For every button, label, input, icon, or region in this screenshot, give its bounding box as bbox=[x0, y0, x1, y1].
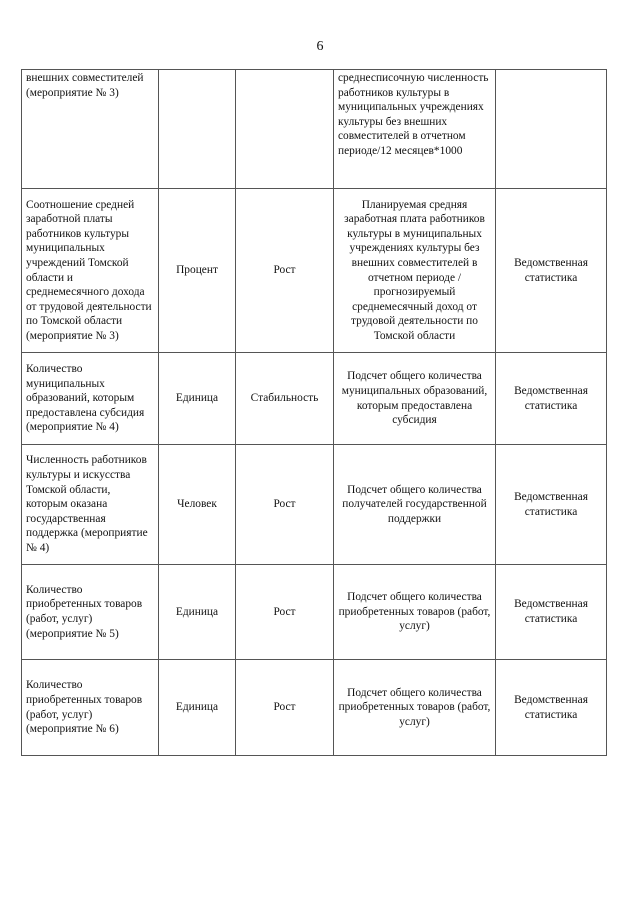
table-row bbox=[22, 660, 607, 756]
table-row bbox=[22, 353, 607, 445]
method-cell: Подсчет общего количества приобретенных товаров (работ, услуг) bbox=[334, 565, 496, 660]
unit-cell bbox=[159, 70, 236, 189]
dynamics-cell: Рост bbox=[236, 660, 334, 756]
table-row bbox=[22, 189, 607, 353]
method-cell: среднесписочную численность работников культуры в муниципальных учреждениях культуры без внешних совместителей в отчетном периоде/12 месяцев*1000 bbox=[334, 70, 496, 189]
source-cell: Ведомственная статистика bbox=[496, 445, 607, 565]
source-cell: Ведомственная статистика bbox=[496, 353, 607, 445]
indicators-table bbox=[21, 69, 607, 756]
unit-cell: Человек bbox=[159, 445, 236, 565]
unit-cell: Единица bbox=[159, 565, 236, 660]
unit-cell: Единица bbox=[159, 660, 236, 756]
indicator-name-cell: Количество муниципальных образований, которым предоставлена субсидия (мероприятие № 4) bbox=[22, 353, 159, 445]
dynamics-cell: Рост bbox=[236, 189, 334, 353]
source-cell: Ведомственная статистика bbox=[496, 565, 607, 660]
page-number: 6 bbox=[316, 39, 324, 54]
dynamics-cell bbox=[236, 70, 334, 189]
method-cell: Подсчет общего количества приобретенных товаров (работ, услуг) bbox=[334, 660, 496, 756]
table-row bbox=[22, 565, 607, 660]
method-cell: Подсчет общего количества получателей государственной поддержки bbox=[334, 445, 496, 565]
table-row bbox=[22, 70, 607, 189]
method-cell: Планируемая средняя заработная плата работников культуры в муниципальных учреждениях культуры без внешних совместителей в отчетном периоде / прогнозируемый среднемесячный доход от трудовой деятельности по Томской области bbox=[334, 189, 496, 353]
unit-cell: Единица bbox=[159, 353, 236, 445]
indicator-name-cell: Количество приобретенных товаров (работ, услуг) (мероприятие № 5) bbox=[22, 565, 159, 660]
dynamics-cell: Рост bbox=[236, 445, 334, 565]
table-row bbox=[22, 445, 607, 565]
dynamics-cell: Рост bbox=[236, 565, 334, 660]
indicator-name-cell: Соотношение средней заработной платы работников культуры муниципальных учреждений Томской области и среднемесячного дохода от трудовой деятельности по Томской области (мероприятие № 3) bbox=[22, 189, 159, 353]
dynamics-cell: Стабильность bbox=[236, 353, 334, 445]
source-cell: Ведомственная статистика bbox=[496, 660, 607, 756]
source-cell: Ведомственная статистика bbox=[496, 189, 607, 353]
source-cell bbox=[496, 70, 607, 189]
unit-cell: Процент bbox=[159, 189, 236, 353]
indicator-name-cell: внешних совместителей (мероприятие № 3) bbox=[22, 70, 159, 189]
indicator-name-cell: Численность работников культуры и искусства Томской области, которым оказана государственная поддержка (мероприятие № 4) bbox=[22, 445, 159, 565]
method-cell: Подсчет общего количества муниципальных образований, которым предоставлена субсидия bbox=[334, 353, 496, 445]
indicator-name-cell: Количество приобретенных товаров (работ, услуг) (мероприятие № 6) bbox=[22, 660, 159, 756]
